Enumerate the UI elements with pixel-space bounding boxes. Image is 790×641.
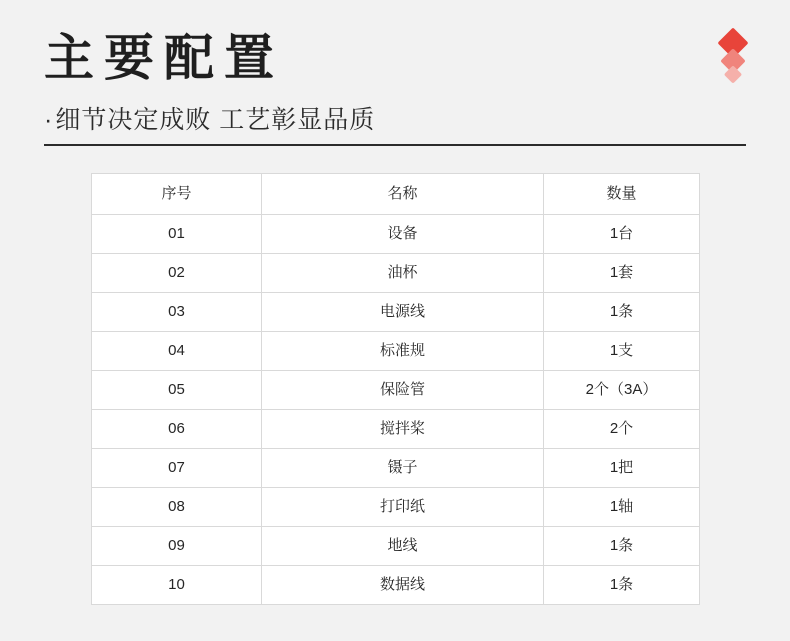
cell-name: 油杯 — [262, 254, 544, 293]
table-head — [92, 174, 700, 215]
table-row — [92, 371, 700, 410]
cell-index: 01 — [92, 215, 262, 254]
cell-name: 设备 — [262, 215, 544, 254]
cell-quantity: 1轴 — [544, 488, 700, 527]
column-header-name: 名称 — [262, 174, 544, 215]
cell-index: 04 — [92, 332, 262, 371]
subtitle-bullet: · — [44, 105, 54, 134]
subtitle-text — [44, 106, 375, 134]
cell-index: 07 — [92, 449, 262, 488]
cell-name: 打印纸 — [262, 488, 544, 527]
table-row — [92, 215, 700, 254]
cell-name: 电源线 — [262, 293, 544, 332]
cell-quantity: 2个 — [544, 410, 700, 449]
cell-index: 03 — [92, 293, 262, 332]
cell-quantity: 1条 — [544, 293, 700, 332]
cell-name: 标准规 — [262, 332, 544, 371]
page-title: 主要配置 — [44, 30, 284, 86]
cell-name: 镊子 — [262, 449, 544, 488]
table-row — [92, 293, 700, 332]
cell-name: 地线 — [262, 527, 544, 566]
cell-index: 02 — [92, 254, 262, 293]
cell-quantity: 2个（3A） — [544, 371, 700, 410]
cell-name: 保险管 — [262, 371, 544, 410]
cell-quantity: 1条 — [544, 566, 700, 605]
cell-index: 08 — [92, 488, 262, 527]
cell-quantity: 1把 — [544, 449, 700, 488]
subtitle-row — [44, 104, 746, 147]
page-header — [0, 0, 790, 146]
table-row — [92, 527, 700, 566]
cell-index: 06 — [92, 410, 262, 449]
cell-quantity: 1支 — [544, 332, 700, 371]
column-header-quantity: 数量 — [544, 174, 700, 215]
cell-quantity: 1台 — [544, 215, 700, 254]
cell-quantity: 1套 — [544, 254, 700, 293]
table-row — [92, 332, 700, 371]
cell-index: 09 — [92, 527, 262, 566]
spec-table — [91, 173, 700, 605]
cell-name: 搅拌桨 — [262, 410, 544, 449]
column-header-index: 序号 — [92, 174, 262, 215]
table-row — [92, 488, 700, 527]
table-row — [92, 566, 700, 605]
table-row — [92, 410, 700, 449]
table-row — [92, 449, 700, 488]
table-row — [92, 254, 700, 293]
cell-quantity: 1条 — [544, 527, 700, 566]
subtitle-label: 细节决定成败 工艺彰显品质 — [55, 105, 376, 134]
cell-index: 05 — [92, 371, 262, 410]
cell-name: 数据线 — [262, 566, 544, 605]
spec-table-container — [91, 173, 699, 605]
cell-index: 10 — [92, 566, 262, 605]
diamond-decoration-icon — [716, 32, 750, 84]
table-header-row — [92, 174, 700, 215]
table-body — [92, 215, 700, 605]
